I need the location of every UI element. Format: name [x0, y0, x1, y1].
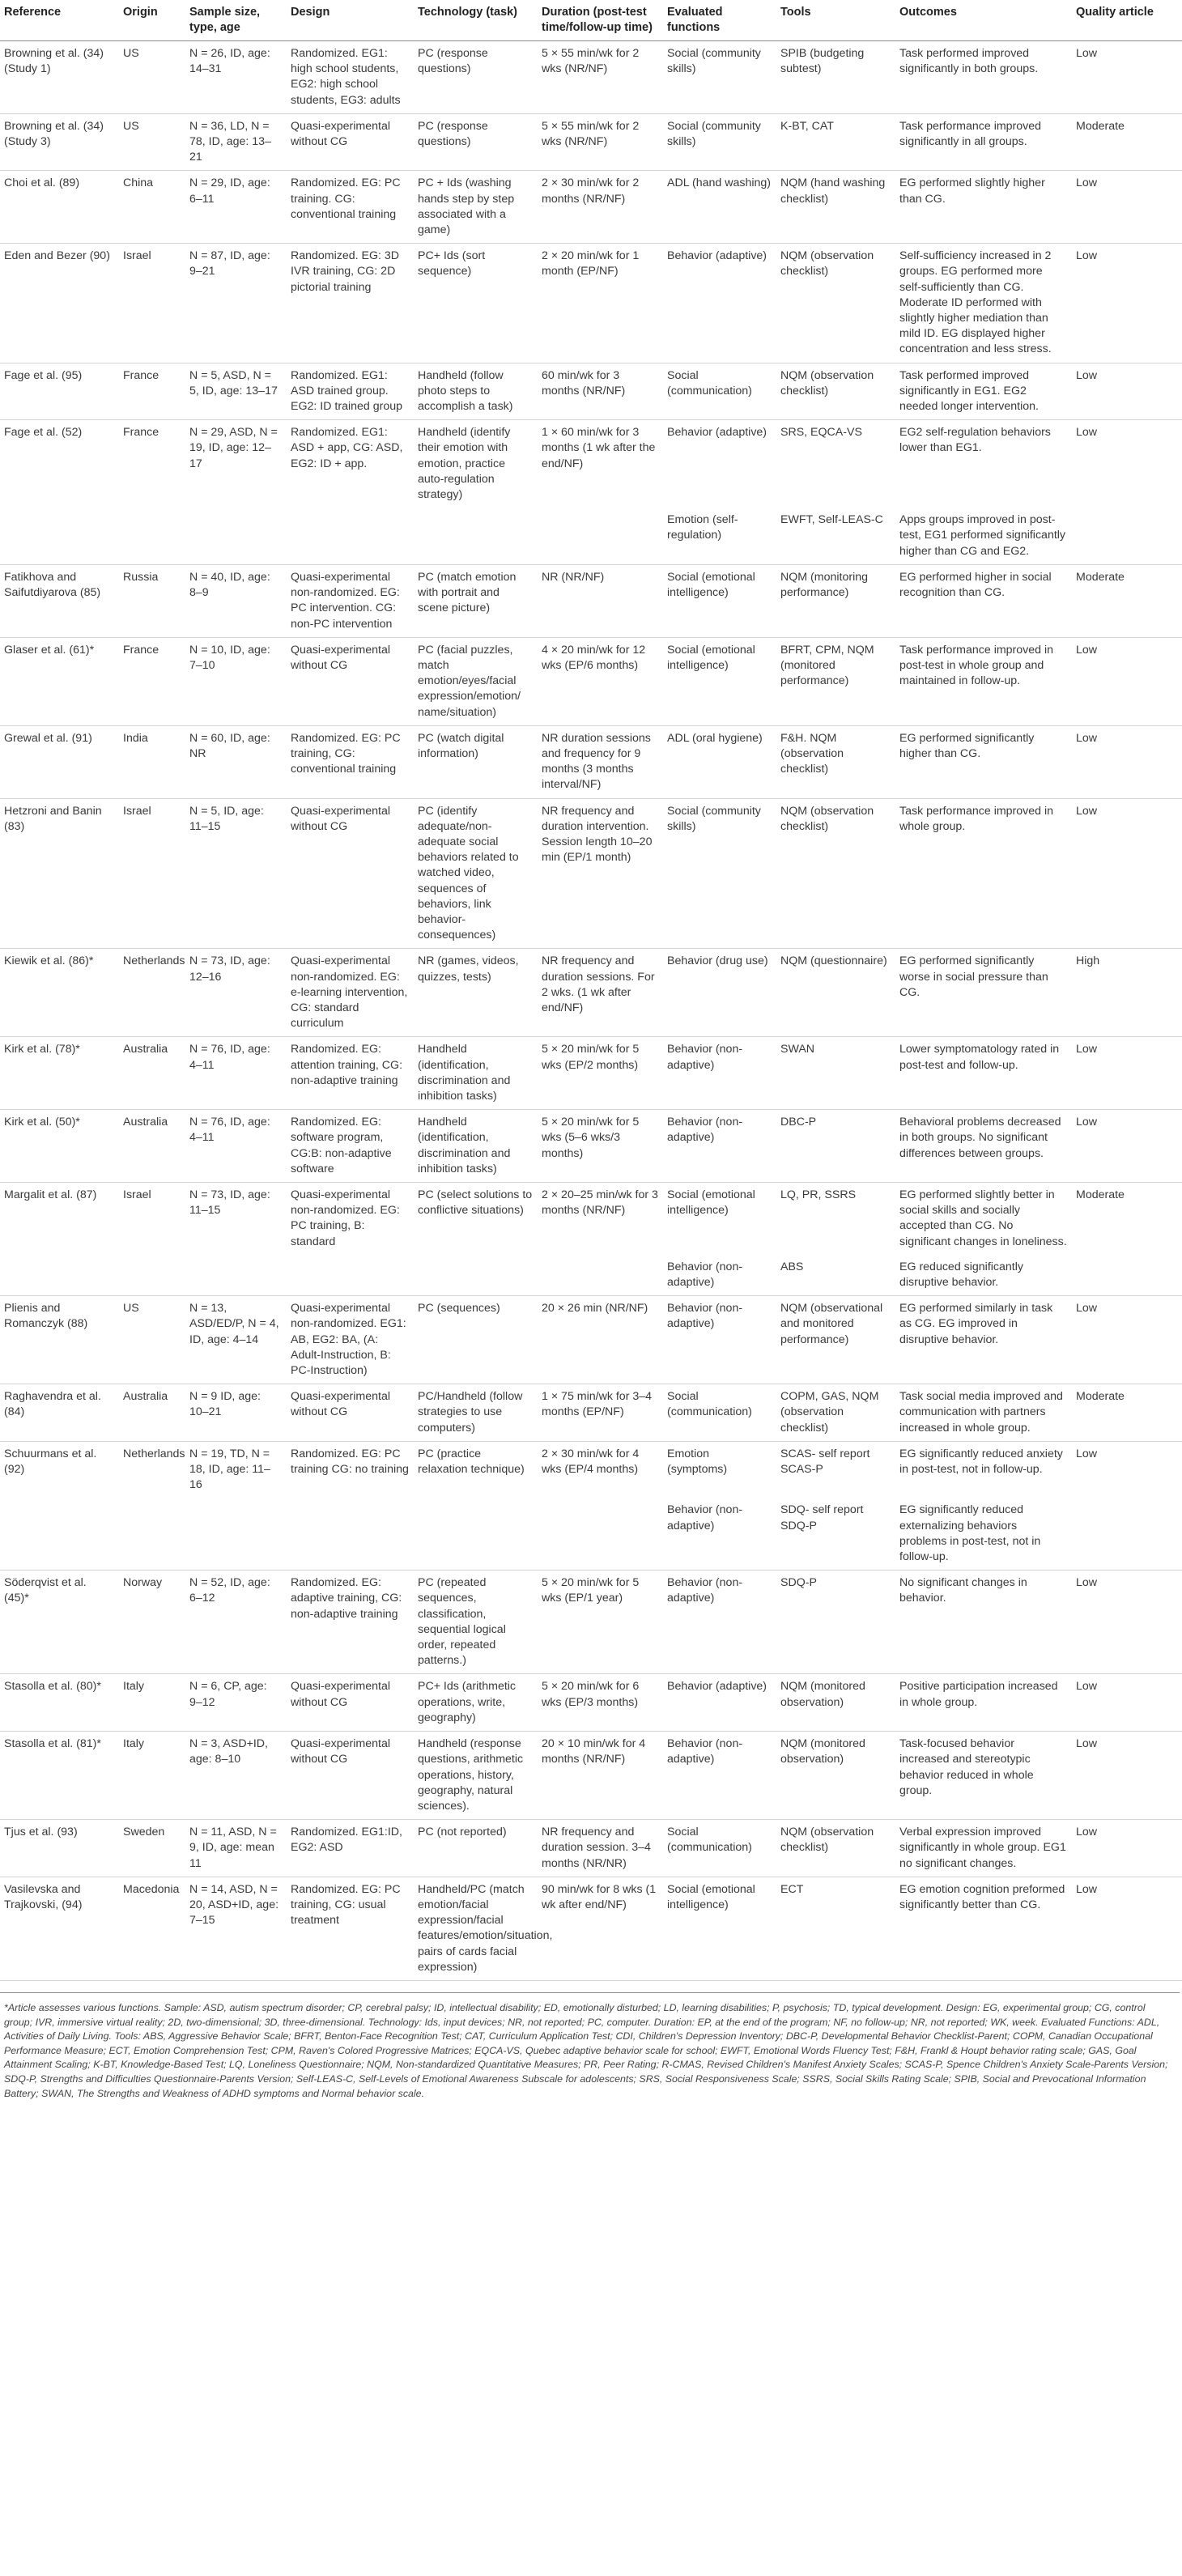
- cell-technology: Handheld (response questions, arithmetic operations, history, geography, natural sciences).: [414, 1732, 538, 1820]
- cell-technology: PC/Handheld (follow strategies to use computers): [414, 1384, 538, 1442]
- cell-reference: Kirk et al. (50)*: [0, 1110, 119, 1183]
- cell-reference: Fatikhova and Saifutdiyarova (85): [0, 564, 119, 637]
- cell-origin: Macedonia: [119, 1877, 185, 1980]
- table-row: [0, 1674, 1182, 1732]
- cell-design: Quasi-experimental without CG: [287, 1732, 414, 1820]
- cell-tools: NQM (observation checklist): [776, 363, 895, 420]
- cell-design: Randomized. EG: PC training CG: no training: [291, 1447, 409, 1477]
- cell-evaluated: Behavior (non-adaptive): [663, 1571, 776, 1674]
- table-row: [0, 1384, 1182, 1442]
- cell-quality: Low: [1072, 725, 1182, 798]
- cell-technology: Handheld (identification, discrimination and inhibition tasks): [414, 1037, 538, 1110]
- cell-origin: France: [119, 363, 185, 420]
- cell-technology: PC (identify adequate/non-adequate social behaviors related to watched video, sequences of behaviors, link behavior-consequences): [414, 798, 538, 949]
- cell-technology: PC (select solutions to conflictive situations): [418, 1188, 533, 1218]
- cell-duration: 2 × 20–25 min/wk for 3 months (NR/NF): [542, 1188, 658, 1218]
- cell-origin: Italy: [119, 1674, 185, 1732]
- cell-technology: PC (match emotion with portrait and scene picture): [414, 564, 538, 637]
- cell-duration: 60 min/wk for 3 months (NR/NF): [538, 363, 663, 420]
- table-row: [0, 1110, 1182, 1183]
- cell-duration: NR frequency and duration sessions. For 2 wks. (1 wk after end/NF): [538, 949, 663, 1037]
- cell-design: Randomized. EG1: ASD trained group. EG2: ID trained group: [287, 363, 414, 420]
- cell-quality: Low: [1072, 171, 1182, 244]
- cell-quality: Low: [1072, 41, 1182, 114]
- cell-design: Randomized. EG: PC training, CG: conventional training: [287, 725, 414, 798]
- cell-evaluated: Behavior (non-adaptive): [663, 1037, 776, 1110]
- cell-technology: [414, 508, 538, 564]
- cell-evaluated: Social (community skills): [663, 113, 776, 171]
- cell-sample: N = 11, ASD, N = 9, ID, age: mean 11: [185, 1820, 287, 1877]
- table-row: [0, 637, 1182, 725]
- cell-design: [287, 1498, 414, 1570]
- cell-technology: Handheld (identify their emotion with emotion, practice auto-regulation strategy): [418, 426, 511, 502]
- cell-outcomes: Task performance improved significantly in all groups.: [895, 113, 1072, 171]
- table-header: [0, 0, 1182, 41]
- cell-technology: PC (watch digital information): [414, 725, 538, 798]
- cell-tools: NQM (observational and monitored performance): [776, 1296, 895, 1384]
- table-row: [0, 420, 1182, 508]
- cell-duration: 20 × 10 min/wk for 4 months (NR/NF): [538, 1732, 663, 1820]
- cell-quality: [1072, 1498, 1182, 1570]
- cell-design: Quasi-experimental non-randomized. EG: PC intervention. CG: non-PC intervention: [287, 564, 414, 637]
- cell-tools: COPM, GAS, NQM (observation checklist): [776, 1384, 895, 1442]
- cell-origin: France: [119, 637, 185, 725]
- cell-duration: 5 × 55 min/wk for 2 wks (NR/NF): [538, 41, 663, 114]
- cell-design: Quasi-experimental non-randomized. EG: PC training, B: standard: [291, 1188, 400, 1248]
- cell-tools: NQM (monitored observation): [776, 1732, 895, 1820]
- cell-duration: NR frequency and duration intervention. Session length 10–20 min (EP/1 month): [538, 798, 663, 949]
- table-row: [0, 1571, 1182, 1674]
- table-row: [0, 1441, 1182, 1498]
- cell-design: Randomized. EG: attention training, CG: non-adaptive training: [287, 1037, 414, 1110]
- cell-tools: BFRT, CPM, NQM (monitored performance): [776, 637, 895, 725]
- cell-technology: PC+ Ids (arithmetic operations, write, geography): [414, 1674, 538, 1732]
- cell-evaluated: Behavior (non-adaptive): [663, 1110, 776, 1183]
- cell-tools: SDQ-P: [776, 1571, 895, 1674]
- cell-outcomes: EG2 self-regulation behaviors lower than EG1.: [899, 426, 1051, 455]
- cell-evaluated: ADL (hand washing): [663, 171, 776, 244]
- cell-quality: Moderate: [1072, 1384, 1182, 1442]
- cell-quality: Low: [1072, 1674, 1182, 1732]
- cell-quality: Low: [1076, 426, 1098, 440]
- cell-outcomes: Behavioral problems decreased in both groups. No significant differences between groups.: [895, 1110, 1072, 1183]
- cell-sample: N = 5, ASD, N = 5, ID, age: 13–17: [185, 363, 287, 420]
- cell-outcomes: Task performance improved in whole group.: [895, 798, 1072, 949]
- cell-duration: 1 × 75 min/wk for 3–4 months (EP/NF): [538, 1384, 663, 1442]
- cell-quality: Low: [1072, 244, 1182, 363]
- cell-evaluated: Behavior (non-adaptive): [663, 1498, 776, 1570]
- cell-technology: PC (repeated sequences, classification, sequential logical order, repeated patterns.): [414, 1571, 538, 1674]
- cell-tools: EWFT, Self-LEAS-C: [776, 508, 895, 564]
- cell-reference: Browning et al. (34) (Study 1): [0, 41, 119, 114]
- cell-tools: LQ, PR, SSRS: [780, 1188, 857, 1201]
- cell-origin: India: [119, 725, 185, 798]
- cell-technology: PC (facial puzzles, match emotion/eyes/facial expression/emotion/ name/situation): [414, 637, 538, 725]
- cell-origin: China: [119, 171, 185, 244]
- cell-origin: Russia: [119, 564, 185, 637]
- cell-design: Randomized. EG: 3D IVR training, CG: 2D pictorial training: [287, 244, 414, 363]
- cell-duration: 90 min/wk for 8 wks (1 wk after end/NF): [538, 1877, 663, 1980]
- cell-evaluated: Social (community skills): [663, 798, 776, 949]
- cell-reference: Fage et al. (52): [4, 426, 83, 440]
- cell-design: Randomized. EG: PC training, CG: usual treatment: [287, 1877, 414, 1980]
- cell-evaluated: Behavior (adaptive): [663, 1674, 776, 1732]
- table-row: [0, 1255, 1182, 1296]
- cell-duration: 1 × 60 min/wk for 3 months (1 wk after the end/NF): [542, 426, 656, 470]
- cell-tools: ABS: [776, 1255, 895, 1296]
- cell-reference: Vasilevska and Trajkovski, (94): [0, 1877, 119, 1980]
- cell-sample: N = 9 ID, age: 10–21: [185, 1384, 287, 1442]
- header-reference: Reference: [0, 0, 119, 41]
- cell-design: Randomized. EG1: high school students, EG2: high school students, EG3: adults: [287, 41, 414, 114]
- cell-duration: 20 × 26 min (NR/NF): [538, 1296, 663, 1384]
- cell-duration: 5 × 20 min/wk for 5 wks (EP/1 year): [538, 1571, 663, 1674]
- cell-design: [287, 1255, 414, 1296]
- table-row: [0, 1183, 1182, 1255]
- cell-sample: N = 3, ASD+ID, age: 8–10: [185, 1732, 287, 1820]
- cell-reference: Glaser et al. (61)*: [0, 637, 119, 725]
- cell-duration: 5 × 20 min/wk for 6 wks (EP/3 months): [538, 1674, 663, 1732]
- cell-tools: K-BT, CAT: [776, 113, 895, 171]
- cell-technology: PC (response questions): [414, 113, 538, 171]
- cell-outcomes: EG performed similarly in task as CG. EG improved in disruptive behavior.: [895, 1296, 1072, 1384]
- cell-origin: Sweden: [119, 1820, 185, 1877]
- cell-tools: ECT: [776, 1877, 895, 1980]
- cell-tools: SPIB (budgeting subtest): [776, 41, 895, 114]
- cell-quality: Low: [1072, 1296, 1182, 1384]
- cell-evaluated: Behavior (adaptive): [663, 244, 776, 363]
- cell-design: Quasi-experimental non-randomized. EG1: AB, EG2: BA, (A: Adult-Instruction, B: PC-Instruction): [287, 1296, 414, 1384]
- cell-design: Quasi-experimental without CG: [287, 637, 414, 725]
- cell-reference: Grewal et al. (91): [0, 725, 119, 798]
- cell-evaluated: Emotion (self-regulation): [663, 508, 776, 564]
- cell-tools: DBC-P: [776, 1110, 895, 1183]
- cell-tools: NQM (hand washing checklist): [776, 171, 895, 244]
- cell-outcomes: EG reduced significantly disruptive behavior.: [895, 1255, 1072, 1296]
- cell-duration: [538, 1255, 663, 1296]
- cell-outcomes: EG performed significantly worse in social pressure than CG.: [895, 949, 1072, 1037]
- cell-reference: Margalit et al. (87): [4, 1188, 97, 1201]
- cell-evaluated: Social (communication): [663, 1820, 776, 1877]
- cell-reference: Choi et al. (89): [0, 171, 119, 244]
- cell-quality: Low: [1076, 1447, 1098, 1460]
- cell-origin: [119, 508, 185, 564]
- cell-quality: Low: [1072, 363, 1182, 420]
- cell-evaluated: Emotion (symptoms): [667, 1447, 728, 1477]
- cell-sample: [185, 1255, 287, 1296]
- cell-design: [287, 508, 414, 564]
- cell-origin: Israel: [123, 1188, 151, 1201]
- table-row: [0, 564, 1182, 637]
- cell-duration: 2 × 20 min/wk for 1 month (EP/NF): [538, 244, 663, 363]
- cell-quality: Low: [1072, 637, 1182, 725]
- cell-technology: PC (response questions): [414, 41, 538, 114]
- cell-technology: [414, 1255, 538, 1296]
- table-row: [0, 1037, 1182, 1110]
- cell-sample: N = 29, ASD, N = 19, ID, age: 12–17: [189, 426, 278, 470]
- cell-origin: Netherlands: [119, 949, 185, 1037]
- cell-reference: Stasolla et al. (81)*: [0, 1732, 119, 1820]
- table-row: [0, 1877, 1182, 1980]
- cell-design: Randomized. EG: PC training. CG: conventional training: [287, 171, 414, 244]
- cell-origin: France: [123, 426, 159, 440]
- header-duration: Duration (post-test time/follow-up time): [538, 0, 663, 41]
- table-footnote: *Article assesses various functions. Sample: ASD, autism spectrum disorder; CP, cerebral palsy; ID, intellectual disability; ED, emotionally disturbed; LD, learning disabilities; P, psychosis; TD, typical development. Design: EG, experimental group; CG, control group; IVR, immersive virtual reality; 2D, two-dimensional; 3D, three-dimensional. Technology: Ids, input devices; NR, not reported; PC, computer. Duration: EP, at the end of the program; NF, no follow-up; NR, not reported; WK, week. Evaluated Functions: ADL, Activities of Daily Living. Tools: ABS, Aggressive Behavior Scale; BFRT, Benton-Face Recognition Test; CAT, Curriculum Application Test; CDI, Children's Depression Inventory; DBC-P, Developmental Behavior Checklist-Parent; COPM, Canadian Occupational Performance Measure; ECT, Emotion Comprehension Test; CPM, Raven's Colored Progressive Matrices; EQCA-VS, Quebec adaptive behavior scale for school; EWFT, Emotional Words Fluency Test; F&H, Frankl & Houpt behavior rating scale; GAS, Goal Attainment Scaling; K-BT, Knowledge-Based Test; LQ, Loneliness Questionnaire; NQM, Non-standardized Quantitative Measures; PR, Peer Rating; R-CMAS, Revised Children's Manifest Anxiety Scales; SCAS-P, Spence Children's Anxiety Scale-Parents Version; SDQ-P, Strengths and Difficulties Questionnaire-Parents Version; Self-LEAS-C, Self-Levels of Emotional Awareness Subscale for adolescents; SRS, Social Responsiveness Scale; SSRS, Social Skills Rating Scale; SPIB, Social and Prevocational Information Battery; SWAN, The Strengths and Weakness of ADHD symptoms and Normal behavior scale.: [0, 1992, 1180, 2101]
- header-row: [0, 0, 1182, 41]
- cell-evaluated: Social (emotional intelligence): [663, 564, 776, 637]
- cell-quality: High: [1072, 949, 1182, 1037]
- cell-sample: [185, 508, 287, 564]
- cell-reference: [0, 508, 119, 564]
- table-row: [0, 1820, 1182, 1877]
- cell-sample: N = 40, ID, age: 8–9: [185, 564, 287, 637]
- table-row: [0, 171, 1182, 244]
- cell-sample: N = 5, ID, age: 11–15: [185, 798, 287, 949]
- cell-reference: Raghavendra et al. (84): [0, 1384, 119, 1442]
- cell-reference: [0, 1255, 119, 1296]
- cell-outcomes: Task performed improved significantly in both groups.: [895, 41, 1072, 114]
- header-origin: Origin: [119, 0, 185, 41]
- cell-tools: NQM (monitoring performance): [776, 564, 895, 637]
- cell-quality: [1072, 1255, 1182, 1296]
- cell-sample: N = 10, ID, age: 7–10: [185, 637, 287, 725]
- cell-evaluated: Behavior (drug use): [663, 949, 776, 1037]
- header-quality: Quality article: [1072, 0, 1182, 41]
- cell-sample: N = 29, ID, age: 6–11: [185, 171, 287, 244]
- cell-sample: N = 52, ID, age: 6–12: [185, 1571, 287, 1674]
- cell-reference: Söderqvist et al. (45)*: [0, 1571, 119, 1674]
- cell-outcomes: EG performed slightly better in social skills and socially accepted than CG. No significant changes in loneliness.: [899, 1188, 1067, 1248]
- cell-quality: Low: [1072, 1037, 1182, 1110]
- table-row: [0, 798, 1182, 949]
- header-technology: Technology (task): [414, 0, 538, 41]
- cell-origin: Australia: [119, 1037, 185, 1110]
- cell-outcomes: EG emotion cognition preformed significantly better than CG.: [895, 1877, 1072, 1980]
- table-row: [0, 1732, 1182, 1820]
- cell-origin: US: [119, 41, 185, 114]
- cell-tools: SDQ- self report SDQ-P: [776, 1498, 895, 1570]
- cell-evaluated: ADL (oral hygiene): [663, 725, 776, 798]
- cell-technology: PC + Ids (washing hands step by step associated with a game): [414, 171, 538, 244]
- cell-sample: N = 76, ID, age: 4–11: [185, 1037, 287, 1110]
- cell-evaluated: Social (communication): [663, 363, 776, 420]
- cell-quality: Moderate: [1072, 113, 1182, 171]
- cell-duration: 5 × 55 min/wk for 2 wks (NR/NF): [538, 113, 663, 171]
- cell-duration: 2 × 30 min/wk for 2 months (NR/NF): [538, 171, 663, 244]
- cell-tools: F&H. NQM (observation checklist): [776, 725, 895, 798]
- table-row: [0, 949, 1182, 1037]
- cell-sample: N = 19, TD, N = 18, ID, age: 11–16: [189, 1447, 270, 1492]
- cell-sample: N = 60, ID, age: NR: [185, 725, 287, 798]
- cell-duration: 4 × 20 min/wk for 12 wks (EP/6 months): [538, 637, 663, 725]
- cell-outcomes: No significant changes in behavior.: [895, 1571, 1072, 1674]
- cell-quality: Low: [1072, 1877, 1182, 1980]
- cell-sample: N = 87, ID, age: 9–21: [185, 244, 287, 363]
- header-outcomes: Outcomes: [895, 0, 1072, 41]
- cell-outcomes: Apps groups improved in post-test, EG1 performed significantly higher than CG and EG2.: [895, 508, 1072, 564]
- table-row: [0, 508, 1182, 564]
- cell-outcomes: Task performed improved significantly in EG1. EG2 needed longer intervention.: [895, 363, 1072, 420]
- cell-duration: 5 × 20 min/wk for 5 wks (EP/2 months): [538, 1037, 663, 1110]
- cell-tools: NQM (observation checklist): [776, 1820, 895, 1877]
- cell-reference: Plienis and Romanczyk (88): [0, 1296, 119, 1384]
- cell-technology: NR (games, videos, quizzes, tests): [414, 949, 538, 1037]
- cell-technology: PC (not reported): [414, 1820, 538, 1877]
- cell-duration: [538, 1498, 663, 1570]
- cell-origin: [119, 1498, 185, 1570]
- cell-duration: 2 × 30 min/wk for 4 wks (EP/4 months): [542, 1447, 640, 1477]
- cell-evaluated: Behavior (non-adaptive): [663, 1732, 776, 1820]
- header-tools: Tools: [776, 0, 895, 41]
- cell-reference: [0, 1498, 119, 1570]
- cell-origin: [119, 1255, 185, 1296]
- header-evaluated: Evaluated functions: [663, 0, 776, 41]
- cell-evaluated: Behavior (non-adaptive): [663, 1296, 776, 1384]
- cell-evaluated: Behavior (adaptive): [667, 426, 767, 440]
- cell-sample: N = 73, ID, age: 11–15: [189, 1188, 270, 1218]
- cell-design: Quasi-experimental without CG: [287, 113, 414, 171]
- cell-sample: N = 13, ASD/ED/P, N = 4, ID, age: 4–14: [185, 1296, 287, 1384]
- cell-duration: NR duration sessions and frequency for 9 months (3 months interval/NF): [538, 725, 663, 798]
- cell-origin: Australia: [119, 1384, 185, 1442]
- cell-evaluated: Behavior (non-adaptive): [663, 1255, 776, 1296]
- table-row: [0, 1296, 1182, 1384]
- cell-technology: Handheld (identification, discrimination and inhibition tasks): [414, 1110, 538, 1183]
- cell-quality: Low: [1072, 1732, 1182, 1820]
- cell-origin: Israel: [119, 798, 185, 949]
- cell-sample: N = 6, CP, age: 9–12: [185, 1674, 287, 1732]
- cell-outcomes: Self-sufficiency increased in 2 groups. EG performed more self-sufficiently than CG. Moderate ID performed with slightly higher mediation than mild ID. EG displayed higher concentration and less stress.: [895, 244, 1072, 363]
- cell-reference: Browning et al. (34) (Study 3): [0, 113, 119, 171]
- cell-quality: Moderate: [1076, 1188, 1125, 1201]
- cell-origin: Israel: [119, 244, 185, 363]
- cell-quality: Low: [1072, 1571, 1182, 1674]
- cell-origin: Netherlands: [123, 1447, 185, 1460]
- cell-quality: Low: [1072, 798, 1182, 949]
- cell-evaluated: Social (emotional intelligence): [667, 1188, 755, 1218]
- cell-outcomes: Lower symptomatology rated in post-test and follow-up.: [895, 1037, 1072, 1110]
- cell-design: Quasi-experimental without CG: [287, 1384, 414, 1442]
- cell-duration: NR frequency and duration session. 3–4 months (NR/NR): [538, 1820, 663, 1877]
- cell-origin: Italy: [119, 1732, 185, 1820]
- cell-outcomes: Task social media improved and communication with partners increased in whole group.: [895, 1384, 1072, 1442]
- cell-evaluated: Social (communication): [663, 1384, 776, 1442]
- cell-reference: Eden and Bezer (90): [0, 244, 119, 363]
- cell-reference: Schuurmans et al. (92): [4, 1447, 97, 1477]
- cell-design: Quasi-experimental non-randomized. EG: e-learning intervention, CG: standard curriculum: [287, 949, 414, 1037]
- cell-outcomes: Task performance improved in post-test in whole group and maintained in follow-up.: [895, 637, 1072, 725]
- table-row: [0, 363, 1182, 420]
- cell-sample: N = 36, LD, N = 78, ID, age: 13–21: [185, 113, 287, 171]
- cell-quality: [1072, 508, 1182, 564]
- cell-tools: NQM (observation checklist): [776, 798, 895, 949]
- cell-sample: N = 73, ID, age: 12–16: [185, 949, 287, 1037]
- cell-outcomes: EG performed higher in social recognition than CG.: [895, 564, 1072, 637]
- cell-reference: Tjus et al. (93): [0, 1820, 119, 1877]
- cell-sample: [185, 1498, 287, 1570]
- cell-outcomes: EG performed significantly higher than CG.: [895, 725, 1072, 798]
- cell-tools: SCAS- self report SCAS-P: [780, 1447, 870, 1477]
- cell-design: Quasi-experimental without CG: [287, 798, 414, 949]
- cell-outcomes: EG performed slightly higher than CG.: [895, 171, 1072, 244]
- cell-quality: Moderate: [1072, 564, 1182, 637]
- cell-technology: Handheld (follow photo steps to accomplish a task): [414, 363, 538, 420]
- cell-design: Randomized. EG: adaptive training, CG: non-adaptive training: [287, 1571, 414, 1674]
- cell-design: Randomized. EG1:ID, EG2: ASD: [287, 1820, 414, 1877]
- cell-origin: US: [119, 113, 185, 171]
- table-row: [0, 244, 1182, 363]
- cell-design: Randomized. EG1: ASD + app, CG: ASD, EG2: ID + app.: [291, 426, 403, 470]
- cell-quality: Low: [1072, 1110, 1182, 1183]
- cell-reference: Fage et al. (95): [0, 363, 119, 420]
- cell-evaluated: Social (community skills): [663, 41, 776, 114]
- cell-technology: Handheld/PC (match emotion/facial expression/facial features/emotion/situation, pairs of cards facial expression): [414, 1877, 538, 1980]
- cell-sample: N = 76, ID, age: 4–11: [185, 1110, 287, 1183]
- cell-design: Quasi-experimental without CG: [287, 1674, 414, 1732]
- cell-origin: Australia: [119, 1110, 185, 1183]
- cell-reference: Kiewik et al. (86)*: [0, 949, 119, 1037]
- cell-technology: [414, 1498, 538, 1570]
- cell-outcomes: Verbal expression improved significantly in whole group. EG1 no significant changes.: [895, 1820, 1072, 1877]
- cell-technology: PC (practice relaxation technique): [418, 1447, 525, 1477]
- cell-tools: NQM (monitored observation): [776, 1674, 895, 1732]
- table-row: [0, 725, 1182, 798]
- cell-sample: N = 14, ASD, N = 20, ASD+ID, age: 7–15: [185, 1877, 287, 1980]
- header-sample: Sample size, type, age: [185, 0, 287, 41]
- cell-technology: PC+ Ids (sort sequence): [414, 244, 538, 363]
- cell-evaluated: Social (emotional intelligence): [663, 1877, 776, 1980]
- cell-outcomes: Task-focused behavior increased and stereotypic behavior reduced in whole group.: [895, 1732, 1072, 1820]
- cell-technology: PC (sequences): [414, 1296, 538, 1384]
- cell-reference: Kirk et al. (78)*: [0, 1037, 119, 1110]
- cell-reference: Hetzroni and Banin (83): [0, 798, 119, 949]
- table-row: [0, 1498, 1182, 1570]
- cell-tools: SWAN: [776, 1037, 895, 1110]
- cell-outcomes: EG significantly reduced anxiety in post-test, not in follow-up.: [899, 1447, 1063, 1477]
- table-row: [0, 113, 1182, 171]
- cell-origin: Norway: [119, 1571, 185, 1674]
- cell-duration: NR (NR/NF): [538, 564, 663, 637]
- cell-design: Randomized. EG: software program, CG:B: non-adaptive software: [287, 1110, 414, 1183]
- cell-outcomes: EG significantly reduced externalizing behaviors problems in post-test, not in follow-up.: [895, 1498, 1072, 1570]
- cell-quality: Low: [1072, 1820, 1182, 1877]
- cell-tools: NQM (observation checklist): [776, 244, 895, 363]
- table-body: [0, 41, 1182, 1981]
- cell-duration: 5 × 20 min/wk for 5 wks (5–6 wks/3 months): [538, 1110, 663, 1183]
- cell-reference: Stasolla et al. (80)*: [0, 1674, 119, 1732]
- cell-outcomes: Positive participation increased in whole group.: [895, 1674, 1072, 1732]
- cell-origin: US: [119, 1296, 185, 1384]
- cell-tools: SRS, EQCA-VS: [780, 426, 862, 440]
- table-row: [0, 41, 1182, 114]
- cell-tools: NQM (questionnaire): [776, 949, 895, 1037]
- header-design: Design: [287, 0, 414, 41]
- cell-evaluated: Social (emotional intelligence): [663, 637, 776, 725]
- cell-duration: [538, 508, 663, 564]
- cell-sample: N = 26, ID, age: 14–31: [185, 41, 287, 114]
